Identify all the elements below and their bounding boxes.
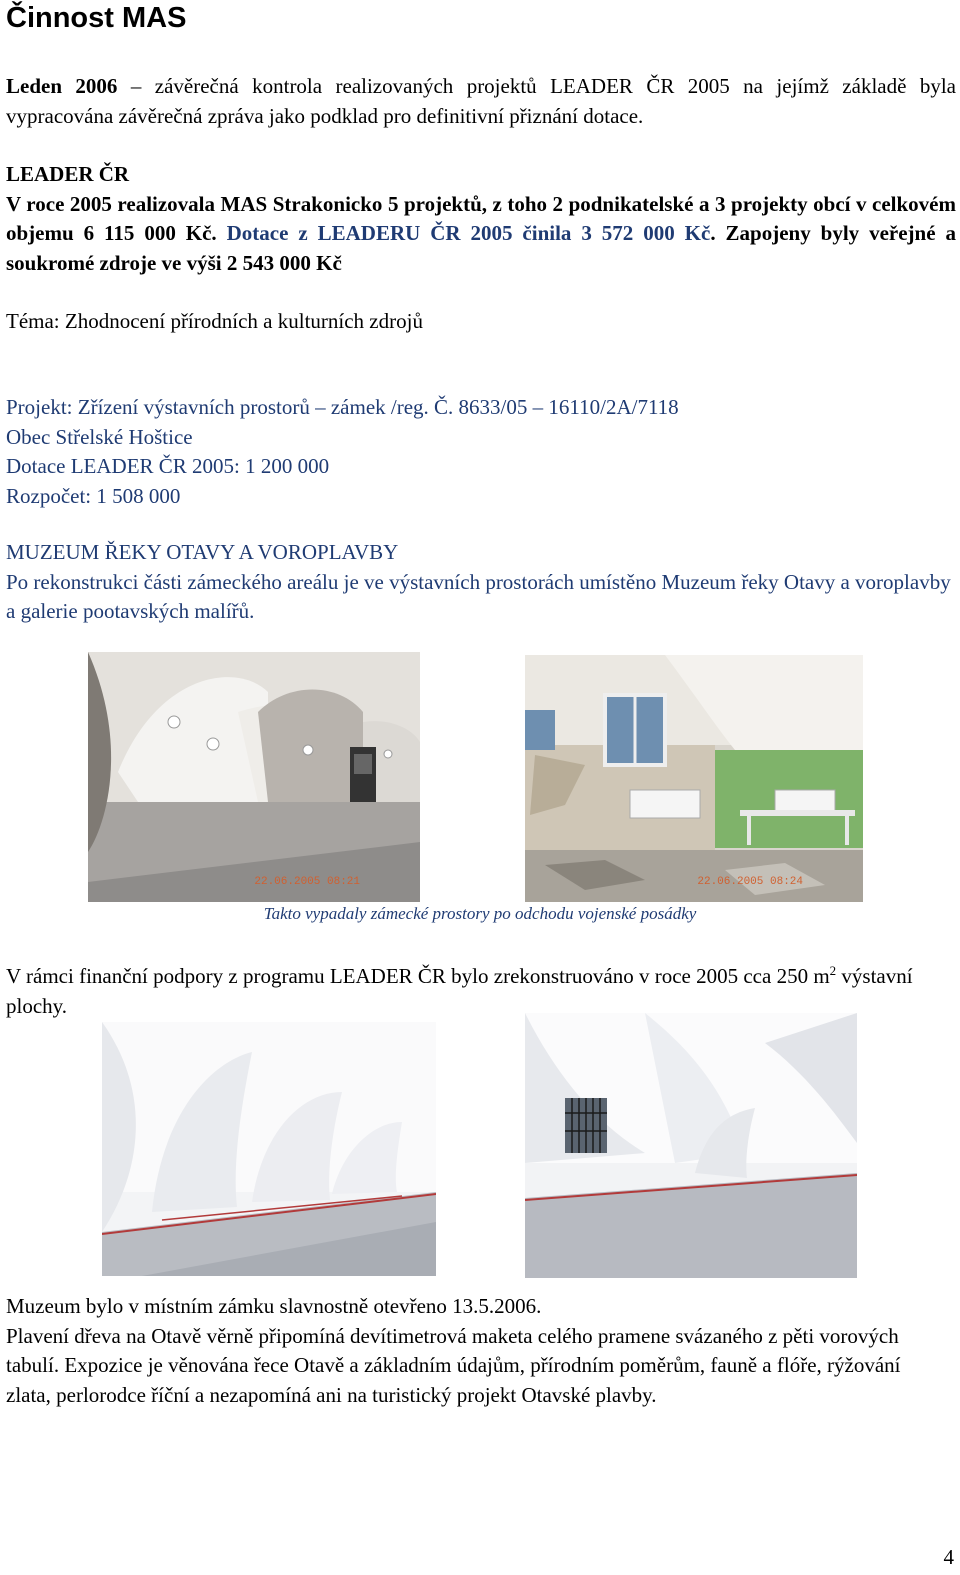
museum-heading: MUZEUM ŘEKY OTAVY A VOROPLAVBY [6, 540, 399, 564]
project-rozpocet: Rozpočet: 1 508 000 [6, 483, 181, 508]
reconstruction-sup: 2 [829, 963, 837, 978]
project-dotace: Dotace LEADER ČR 2005: 1 200 000 [6, 454, 330, 478]
project-obec: Obec Střelské Hoštice [6, 424, 193, 449]
reconstruction-text-a: V rámci finanční podpory z programu LEADER ČR bylo zrekonstruováno v roce 2005 cca 250 m [6, 964, 830, 988]
photo-before-green-wall [525, 655, 863, 902]
reconstruction-paragraph [6, 956, 956, 1021]
leader-text-c: . Zapojeny byly veřejné a soukromé zdroje ve výši 2 543 000 Kč [6, 221, 956, 275]
tema-line [6, 307, 956, 337]
leader-heading: LEADER ČR [6, 162, 130, 186]
tema-text: Téma: Zhodnocení přírodních a kulturních zdrojů [6, 309, 423, 333]
project-name: Projekt: Zřízení výstavních prostorů – zámek /reg. Č. 8633/05 – 16110/2A/7118 [6, 395, 679, 419]
photo-after-white-hall [102, 1022, 436, 1276]
leader-text-a: V roce 2005 realizovala MAS Strakonicko 5 projektů, z toho 2 podnikatelské a 3 projekty obcí v celkovém objemu 6 115 000 Kč. [6, 191, 956, 245]
leader-text-b: Dotace z LEADERU ČR 2005 činila 3 572 000 Kč [226, 221, 711, 245]
photo-caption: Takto vypadaly zámecké prostory po odchodu vojenské posádky [263, 904, 697, 923]
photo-before-left-stamp: 22.06.2005 08:21 [254, 876, 360, 888]
closing-block [6, 1292, 956, 1410]
page-title: Činnost MAS [6, 2, 187, 34]
leader-paragraph [6, 160, 956, 278]
museum-block [6, 538, 956, 627]
project-block [6, 393, 956, 511]
intro-date: Leden 2006 [6, 74, 118, 98]
photo-after-white-hall-image [102, 1022, 436, 1276]
photo-before-right-stamp: 22.06.2005 08:24 [697, 876, 803, 888]
photo-before-vaulted-hall [88, 652, 420, 902]
photo-before-green-wall-image [525, 655, 863, 902]
museum-text: Po rekonstrukci části zámeckého areálu je ve výstavních prostorách umístěno Muzeum řeky Otavy a voroplavby a galerie pootavských malířů. [6, 569, 951, 623]
reconstruction-text-b: výstavní plochy. [6, 964, 913, 1018]
intro-text: – závěrečná kontrola realizovaných projektů LEADER ČR 2005 na jejímž základě byla vypracována závěrečná zpráva jako podklad pro definitivní přiznání dotace. [6, 74, 956, 128]
photo-after-white-vault-window-image [525, 1013, 857, 1278]
intro-paragraph [6, 72, 956, 131]
photo-before-vaulted-hall-image [88, 652, 420, 902]
photo-after-white-vault-window [525, 1013, 857, 1278]
page-number: 4 [943, 1545, 954, 1569]
closing-text: Plavení dřeva na Otavě věrně připomíná devítimetrová maketa celého pramene svázaného z pěti vorových tabulí. Expozice je věnována řece Otavě a základním údajům, přírodním poměrům, fauně a flóře, rýžování zlata, perlorodce říční a nezapomíná ani na turistický projekt Otavské plavby. [6, 1323, 901, 1407]
closing-line1: Muzeum bylo v místním zámku slavnostně otevřeno 13.5.2006. [6, 1294, 542, 1318]
